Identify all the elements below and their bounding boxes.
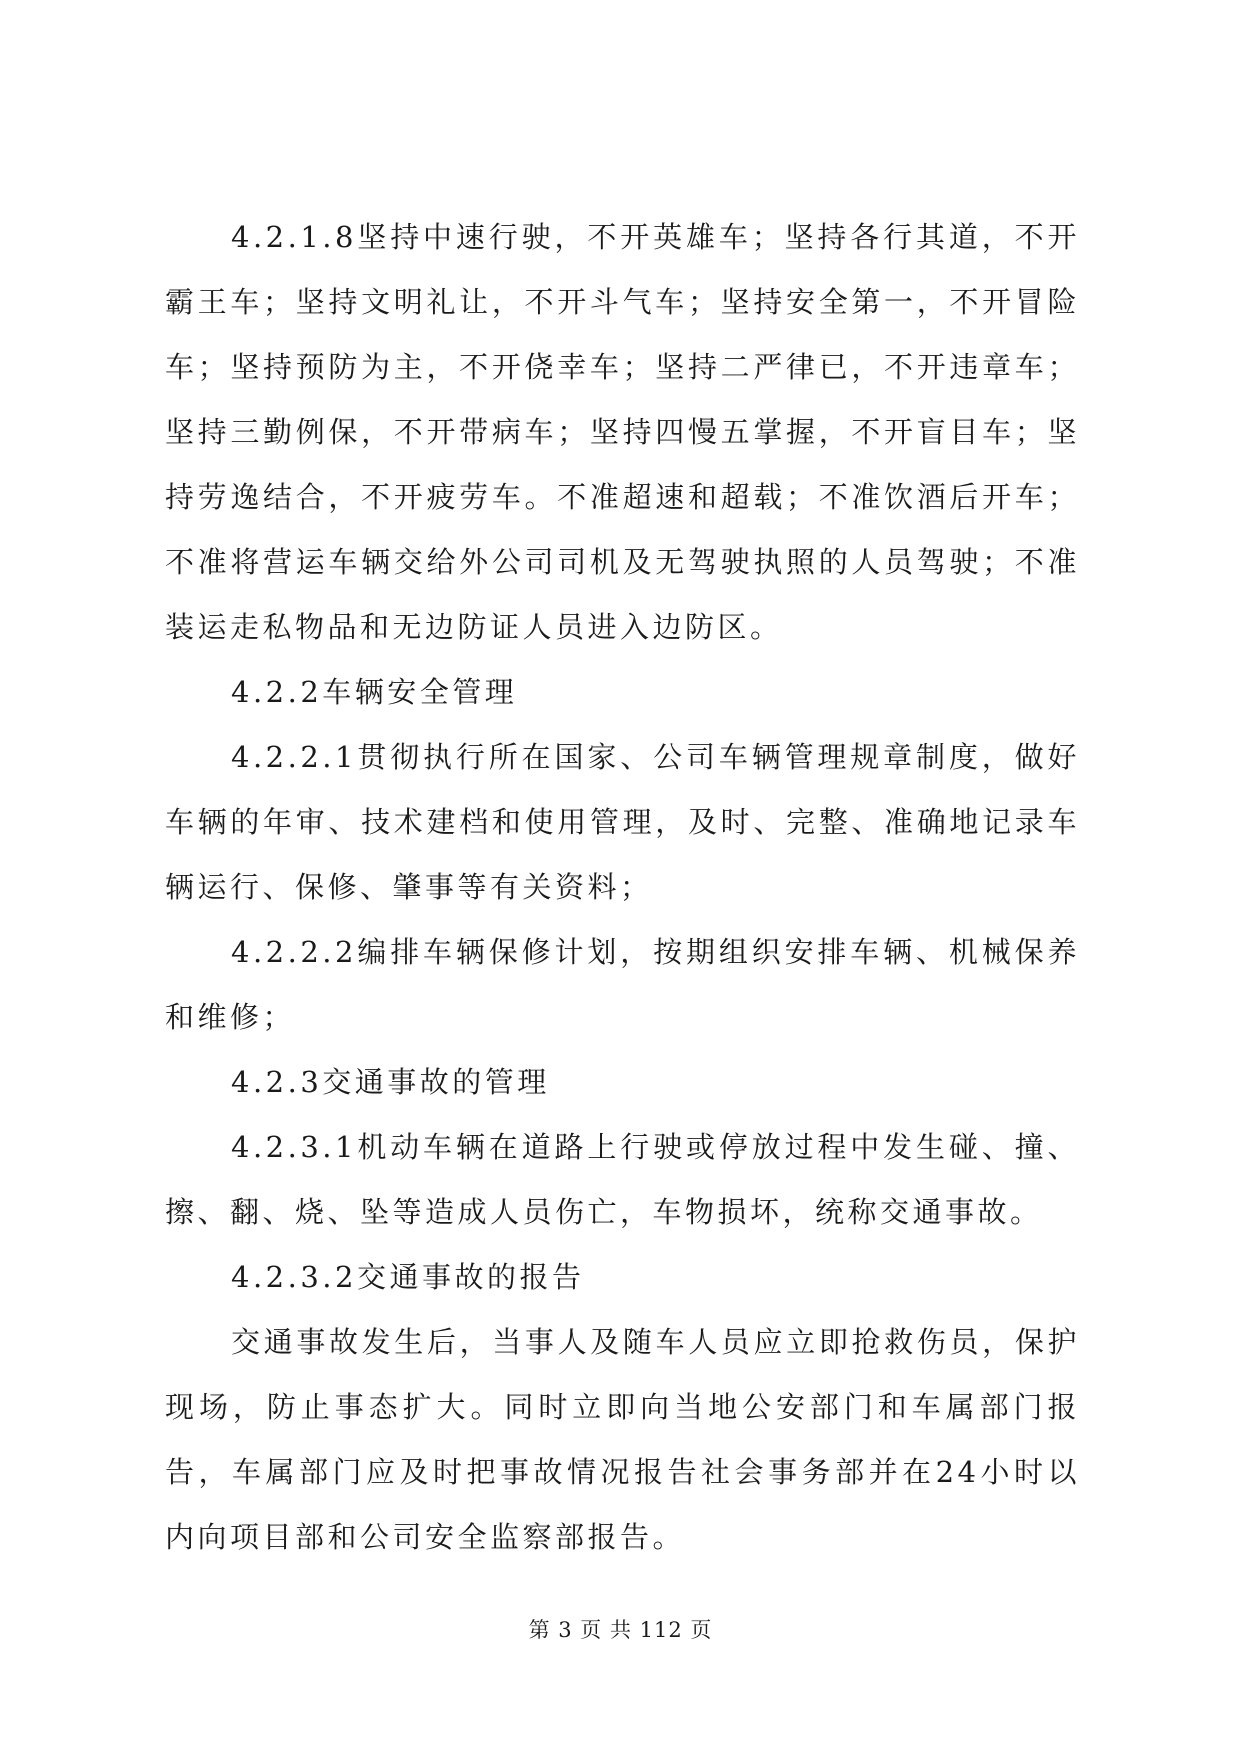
section-heading-4-2-3-2: 4.2.3.2交通事故的报告 [231,1260,585,1294]
paragraph-accident-report: 交通事故发生后，当事人及随车人员应立即抢救伤员，保护现场，防止事态扩大。同时立即向当地公安部门和车属部门报告，车属部门应及时把事故情况报告社会事务部并在24小时以内向项目部和公司安全监察部报告。 [165,1325,1080,1554]
section-heading-4-2-3: 4.2.3交通事故的管理 [231,1065,550,1099]
page-number-footer: 第 3 页 共 112 页 [528,1618,713,1642]
paragraph-4-2-2-2: 4.2.2.2编排车辆保修计划，按期组织安排车辆、机械保养和维修； [165,935,1080,1034]
paragraph-4-2-2-1: 4.2.2.1贯彻执行所在国家、公司车辆管理规章制度，做好车辆的年审、技术建档和使用管理，及时、完整、准确地记录车辆运行、保修、肇事等有关资料； [165,740,1080,904]
document-body [165,205,1080,1570]
paragraph-4-2-1-8: 4.2.1.8坚持中速行驶，不开英雄车；坚持各行其道，不开霸王车；坚持文明礼让，不开斗气车；坚持安全第一，不开冒险车；坚持预防为主，不开侥幸车；坚持二严律已，不开违章车；坚持三勤例保，不开带病车；坚持四慢五掌握，不开盲目车；坚持劳逸结合，不开疲劳车。不准超速和超载；不准饮酒后开车；不准将营运车辆交给外公司司机及无驾驶执照的人员驾驶；不准装运走私物品和无边防证人员进入边防区。 [165,220,1080,644]
section-heading-4-2-2: 4.2.2车辆安全管理 [231,675,518,709]
paragraph-4-2-3-1: 4.2.3.1机动车辆在道路上行驶或停放过程中发生碰、撞、擦、翻、烧、坠等造成人员伤亡，车物损坏，统称交通事故。 [165,1130,1080,1229]
